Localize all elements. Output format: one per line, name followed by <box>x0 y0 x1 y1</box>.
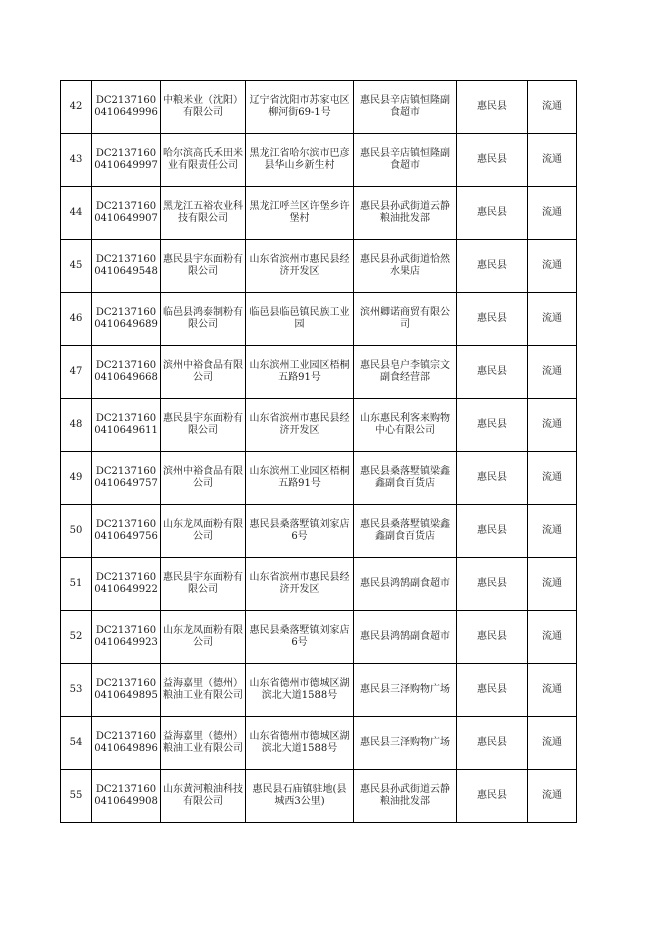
sample-code-cell: DC21371600410649997 <box>92 134 161 187</box>
link-type-cell: 流通 <box>528 558 577 611</box>
area-cell: 惠民县 <box>457 770 528 823</box>
table-row <box>61 399 577 452</box>
seller-cell: 滨州卿诺商贸有限公司 <box>354 293 457 346</box>
seller-cell: 惠民县孙武街道云静粮油批发部 <box>354 770 457 823</box>
producer-cell: 中粮米业（沈阳）有限公司 <box>161 81 246 134</box>
sample-code-cell: DC21371600410649548 <box>92 240 161 293</box>
sample-code-cell: DC21371600410649908 <box>92 770 161 823</box>
sample-code-cell: DC21371600410649996 <box>92 81 161 134</box>
table-row <box>61 611 577 664</box>
sample-code-cell: DC21371600410649757 <box>92 452 161 505</box>
producer-address-cell: 辽宁省沈阳市苏家屯区柳河街69-1号 <box>246 81 354 134</box>
table-body <box>61 81 577 823</box>
area-cell: 惠民县 <box>457 134 528 187</box>
producer-cell: 惠民县宇东面粉有限公司 <box>161 399 246 452</box>
link-type-cell: 流通 <box>528 399 577 452</box>
table-row <box>61 134 577 187</box>
table-row <box>61 187 577 240</box>
seller-cell: 惠民县孙武街道恰然水果店 <box>354 240 457 293</box>
producer-address-cell: 黑龙江省哈尔滨市巴彦县华山乡新生村 <box>246 134 354 187</box>
producer-cell: 哈尔滨高氏禾田米业有限责任公司 <box>161 134 246 187</box>
link-type-cell: 流通 <box>528 452 577 505</box>
row-number-cell: 43 <box>61 134 92 187</box>
row-number-cell: 54 <box>61 717 92 770</box>
area-cell: 惠民县 <box>457 187 528 240</box>
area-cell: 惠民县 <box>457 346 528 399</box>
producer-address-cell: 山东滨州工业园区梧桐五路91号 <box>246 452 354 505</box>
area-cell: 惠民县 <box>457 505 528 558</box>
row-number-cell: 50 <box>61 505 92 558</box>
row-number-cell: 49 <box>61 452 92 505</box>
producer-address-cell: 惠民县桑落墅镇刘家店6号 <box>246 611 354 664</box>
table-row <box>61 81 577 134</box>
producer-cell: 益海嘉里（德州）粮油工业有限公司 <box>161 717 246 770</box>
seller-cell: 惠民县三泽购物广场 <box>354 664 457 717</box>
sample-code-cell: DC21371600410649895 <box>92 664 161 717</box>
seller-cell: 惠民县桑落墅镇梁鑫鑫副食百货店 <box>354 505 457 558</box>
producer-cell: 益海嘉里（德州）粮油工业有限公司 <box>161 664 246 717</box>
seller-cell: 惠民县孙武街道云静粮油批发部 <box>354 187 457 240</box>
table-row <box>61 452 577 505</box>
link-type-cell: 流通 <box>528 187 577 240</box>
producer-address-cell: 山东省德州市德城区湖滨北大道1588号 <box>246 717 354 770</box>
table-row <box>61 558 577 611</box>
producer-cell: 惠民县宇东面粉有限公司 <box>161 558 246 611</box>
table-row <box>61 664 577 717</box>
seller-cell: 惠民县鸿鹄副食超市 <box>354 558 457 611</box>
seller-cell: 惠民县皂户李镇宗文副食经营部 <box>354 346 457 399</box>
producer-cell: 山东龙凤面粉有限公司 <box>161 611 246 664</box>
producer-address-cell: 山东省滨州市惠民县经济开发区 <box>246 399 354 452</box>
producer-cell: 滨州中裕食品有限公司 <box>161 452 246 505</box>
link-type-cell: 流通 <box>528 770 577 823</box>
seller-cell: 惠民县三泽购物广场 <box>354 717 457 770</box>
inspection-table <box>60 80 577 823</box>
sample-code-cell: DC21371600410649923 <box>92 611 161 664</box>
area-cell: 惠民县 <box>457 240 528 293</box>
sample-code-cell: DC21371600410649668 <box>92 346 161 399</box>
area-cell: 惠民县 <box>457 81 528 134</box>
producer-cell: 临邑县鸿泰制粉有限公司 <box>161 293 246 346</box>
producer-address-cell: 黑龙江呼兰区许堡乡许堡村 <box>246 187 354 240</box>
producer-address-cell: 山东省滨州市惠民县经济开发区 <box>246 558 354 611</box>
table-row <box>61 346 577 399</box>
table-row <box>61 505 577 558</box>
seller-cell: 惠民县桑落墅镇梁鑫鑫副食百货店 <box>354 452 457 505</box>
area-cell: 惠民县 <box>457 717 528 770</box>
producer-address-cell: 山东省滨州市惠民县经济开发区 <box>246 240 354 293</box>
row-number-cell: 51 <box>61 558 92 611</box>
link-type-cell: 流通 <box>528 134 577 187</box>
producer-cell: 黑龙江五裕农业科技有限公司 <box>161 187 246 240</box>
row-number-cell: 42 <box>61 81 92 134</box>
sample-code-cell: DC21371600410649922 <box>92 558 161 611</box>
producer-address-cell: 临邑县临邑镇民族工业园 <box>246 293 354 346</box>
table-row <box>61 293 577 346</box>
row-number-cell: 47 <box>61 346 92 399</box>
row-number-cell: 52 <box>61 611 92 664</box>
seller-cell: 惠民县辛店镇恒隆副食超市 <box>354 81 457 134</box>
link-type-cell: 流通 <box>528 293 577 346</box>
row-number-cell: 53 <box>61 664 92 717</box>
producer-cell: 惠民县宇东面粉有限公司 <box>161 240 246 293</box>
producer-cell: 滨州中裕食品有限公司 <box>161 346 246 399</box>
area-cell: 惠民县 <box>457 399 528 452</box>
link-type-cell: 流通 <box>528 717 577 770</box>
producer-cell: 山东黄河粮油科技有限公司 <box>161 770 246 823</box>
seller-cell: 山东惠民利客来购物中心有限公司 <box>354 399 457 452</box>
row-number-cell: 46 <box>61 293 92 346</box>
link-type-cell: 流通 <box>528 505 577 558</box>
area-cell: 惠民县 <box>457 558 528 611</box>
row-number-cell: 48 <box>61 399 92 452</box>
row-number-cell: 45 <box>61 240 92 293</box>
seller-cell: 惠民县辛店镇恒隆副食超市 <box>354 134 457 187</box>
row-number-cell: 44 <box>61 187 92 240</box>
producer-address-cell: 惠民县石庙镇驻地(县城西3公里) <box>246 770 354 823</box>
sample-code-cell: DC21371600410649756 <box>92 505 161 558</box>
area-cell: 惠民县 <box>457 611 528 664</box>
producer-cell: 山东龙凤面粉有限公司 <box>161 505 246 558</box>
producer-address-cell: 惠民县桑落墅镇刘家店6号 <box>246 505 354 558</box>
link-type-cell: 流通 <box>528 346 577 399</box>
sample-code-cell: DC21371600410649896 <box>92 717 161 770</box>
sample-code-cell: DC21371600410649907 <box>92 187 161 240</box>
sample-code-cell: DC21371600410649611 <box>92 399 161 452</box>
link-type-cell: 流通 <box>528 240 577 293</box>
table-row <box>61 240 577 293</box>
producer-address-cell: 山东省德州市德城区湖滨北大道1588号 <box>246 664 354 717</box>
area-cell: 惠民县 <box>457 452 528 505</box>
area-cell: 惠民县 <box>457 664 528 717</box>
producer-address-cell: 山东滨州工业园区梧桐五路91号 <box>246 346 354 399</box>
link-type-cell: 流通 <box>528 81 577 134</box>
link-type-cell: 流通 <box>528 664 577 717</box>
seller-cell: 惠民县鸿鹄副食超市 <box>354 611 457 664</box>
table-row <box>61 717 577 770</box>
sample-code-cell: DC21371600410649689 <box>92 293 161 346</box>
area-cell: 惠民县 <box>457 293 528 346</box>
table-row <box>61 770 577 823</box>
link-type-cell: 流通 <box>528 611 577 664</box>
row-number-cell: 55 <box>61 770 92 823</box>
